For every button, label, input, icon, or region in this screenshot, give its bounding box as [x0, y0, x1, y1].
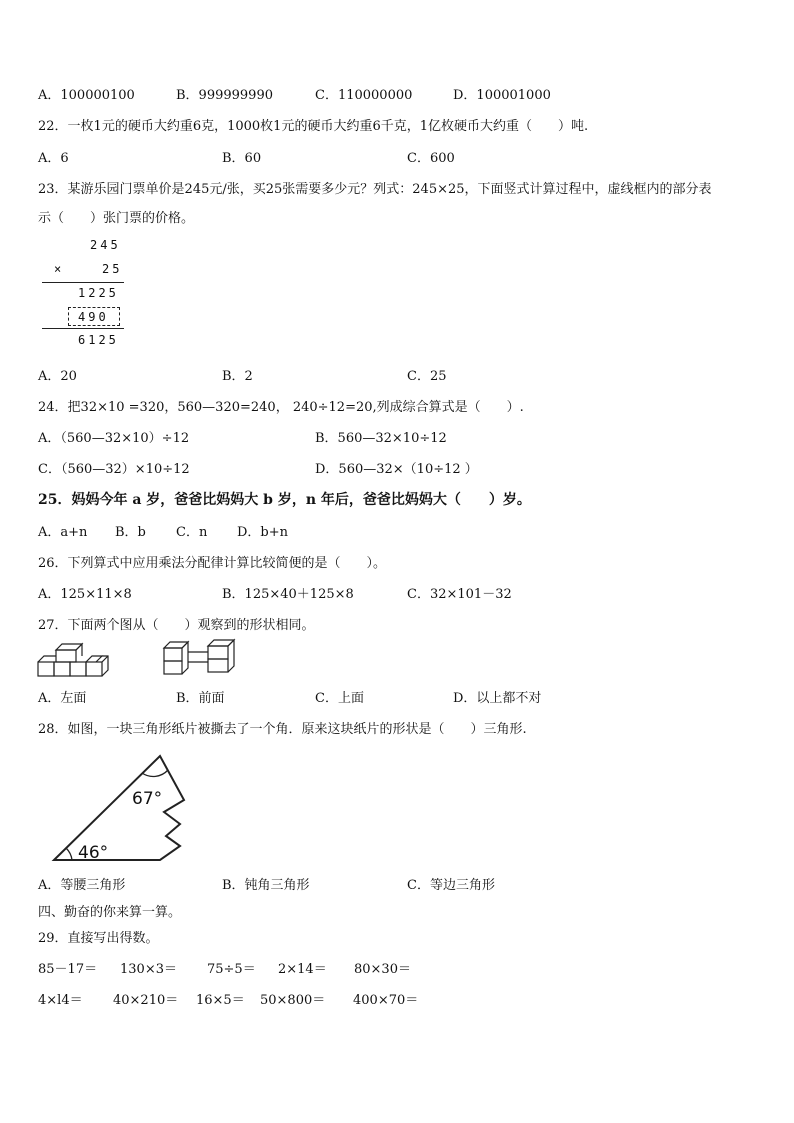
q24-option-a: A．（560—32×10）÷12: [38, 431, 190, 446]
q25-option-c: C．n: [176, 525, 208, 540]
q28-option-c: C．等边三角形: [407, 878, 495, 893]
q24-option-c: C．（560—32）×10÷12: [38, 462, 190, 477]
calc-result: 6125: [78, 333, 119, 347]
q21-option-b: B．999999990: [176, 88, 273, 103]
q25-option-b: B．b: [115, 525, 146, 540]
q24-option-d: D．560—32×（10÷12 ）: [315, 462, 478, 477]
q29-row2-item1: 4×l4＝: [38, 993, 83, 1008]
q29-row2-item5: 400×70＝: [353, 993, 419, 1008]
q29-row2-item4: 50×800＝: [260, 993, 326, 1008]
q27-option-d: D．以上都不对: [453, 691, 542, 706]
calc-multiplier: 25: [102, 262, 123, 276]
q21-option-d: D．100001000: [453, 88, 551, 103]
calc-times-sign: ×: [54, 262, 65, 276]
calc-partial-2: 490: [78, 310, 109, 324]
q29-row2-item2: 40×210＝: [113, 993, 179, 1008]
q26-option-a: A．125×11×8: [38, 587, 132, 602]
q28-option-a: A．等腰三角形: [38, 878, 126, 893]
q29-row1-item1: 85－17＝: [38, 962, 98, 977]
q26-option-b: B．125×40＋125×8: [222, 587, 354, 602]
q26-text: 26．下列算式中应用乘法分配律计算比较简便的是（ ）。: [38, 556, 387, 571]
q21-option-a: A．100000100: [38, 88, 135, 103]
q29-text: 29．直接写出得数。: [38, 931, 159, 946]
q23-text-line1: 23．某游乐园门票单价是245元/张，买25张需要多少元？列式：245×25，下面竖式计算过程中，虚线框内的部分表: [38, 182, 712, 197]
q27-text: 27．下面两个图从（ ）观察到的形状相同。: [38, 618, 315, 633]
q29-row2-item3: 16×5＝: [196, 993, 245, 1008]
q28-text: 28．如图，一块三角形纸片被撕去了一个角．原来这块纸片的形状是（ ）三角形.: [38, 722, 527, 737]
angle-top-label: 67°: [132, 789, 163, 809]
q25-option-d: D．b+n: [237, 525, 289, 540]
q27-option-b: B．前面: [176, 691, 225, 706]
q22-option-c: C．600: [407, 151, 455, 166]
section-4-heading: 四、勤奋的你来算一算。: [38, 905, 182, 920]
q29-row1-item4: 2×14＝: [278, 962, 327, 977]
q27-option-a: A．左面: [38, 691, 87, 706]
torn-triangle-figure: [48, 748, 198, 868]
q26-option-c: C．32×101－32: [407, 587, 512, 602]
cube-figure-left: [36, 638, 110, 678]
q22-text: 22．一枚1元的硬币大约重6克，1000枚1元的硬币大约重6千克，1亿枚硬币大约重（ ）吨.: [38, 119, 589, 134]
q24-text: 24．把32×10 =320，560—320=240， 240÷12=20,列成综合算式是（ ）.: [38, 400, 524, 415]
q22-option-a: A．6: [38, 151, 69, 166]
q25-option-a: A．a+n: [38, 525, 88, 540]
q21-option-c: C．110000000: [315, 88, 413, 103]
q23-text-line2: 示（ ）张门票的价格。: [38, 211, 195, 226]
q29-row1-item5: 80×30＝: [354, 962, 411, 977]
calc-rule-2: [42, 328, 124, 329]
q27-option-c: C．上面: [315, 691, 364, 706]
q23-option-c: C．25: [407, 369, 447, 384]
calc-rule-1: [42, 282, 124, 283]
q28-option-b: B．钝角三角形: [222, 878, 310, 893]
q22-option-b: B．60: [222, 151, 262, 166]
q23-option-b: B．2: [222, 369, 253, 384]
q25-text: 25．妈妈今年 a 岁，爸爸比妈妈大 b 岁，n 年后，爸爸比妈妈大（ ）岁。: [38, 492, 531, 508]
calc-partial-1: 1225: [78, 286, 119, 300]
q23-option-a: A．20: [38, 369, 77, 384]
q29-row1-item3: 75÷5＝: [207, 962, 256, 977]
q29-row1-item2: 130×3＝: [120, 962, 177, 977]
cube-figure-right: [162, 638, 242, 678]
angle-bottom-label: 46°: [78, 843, 109, 863]
q24-option-b: B．560—32×10÷12: [315, 431, 447, 446]
calc-multiplicand: 245: [90, 238, 121, 252]
